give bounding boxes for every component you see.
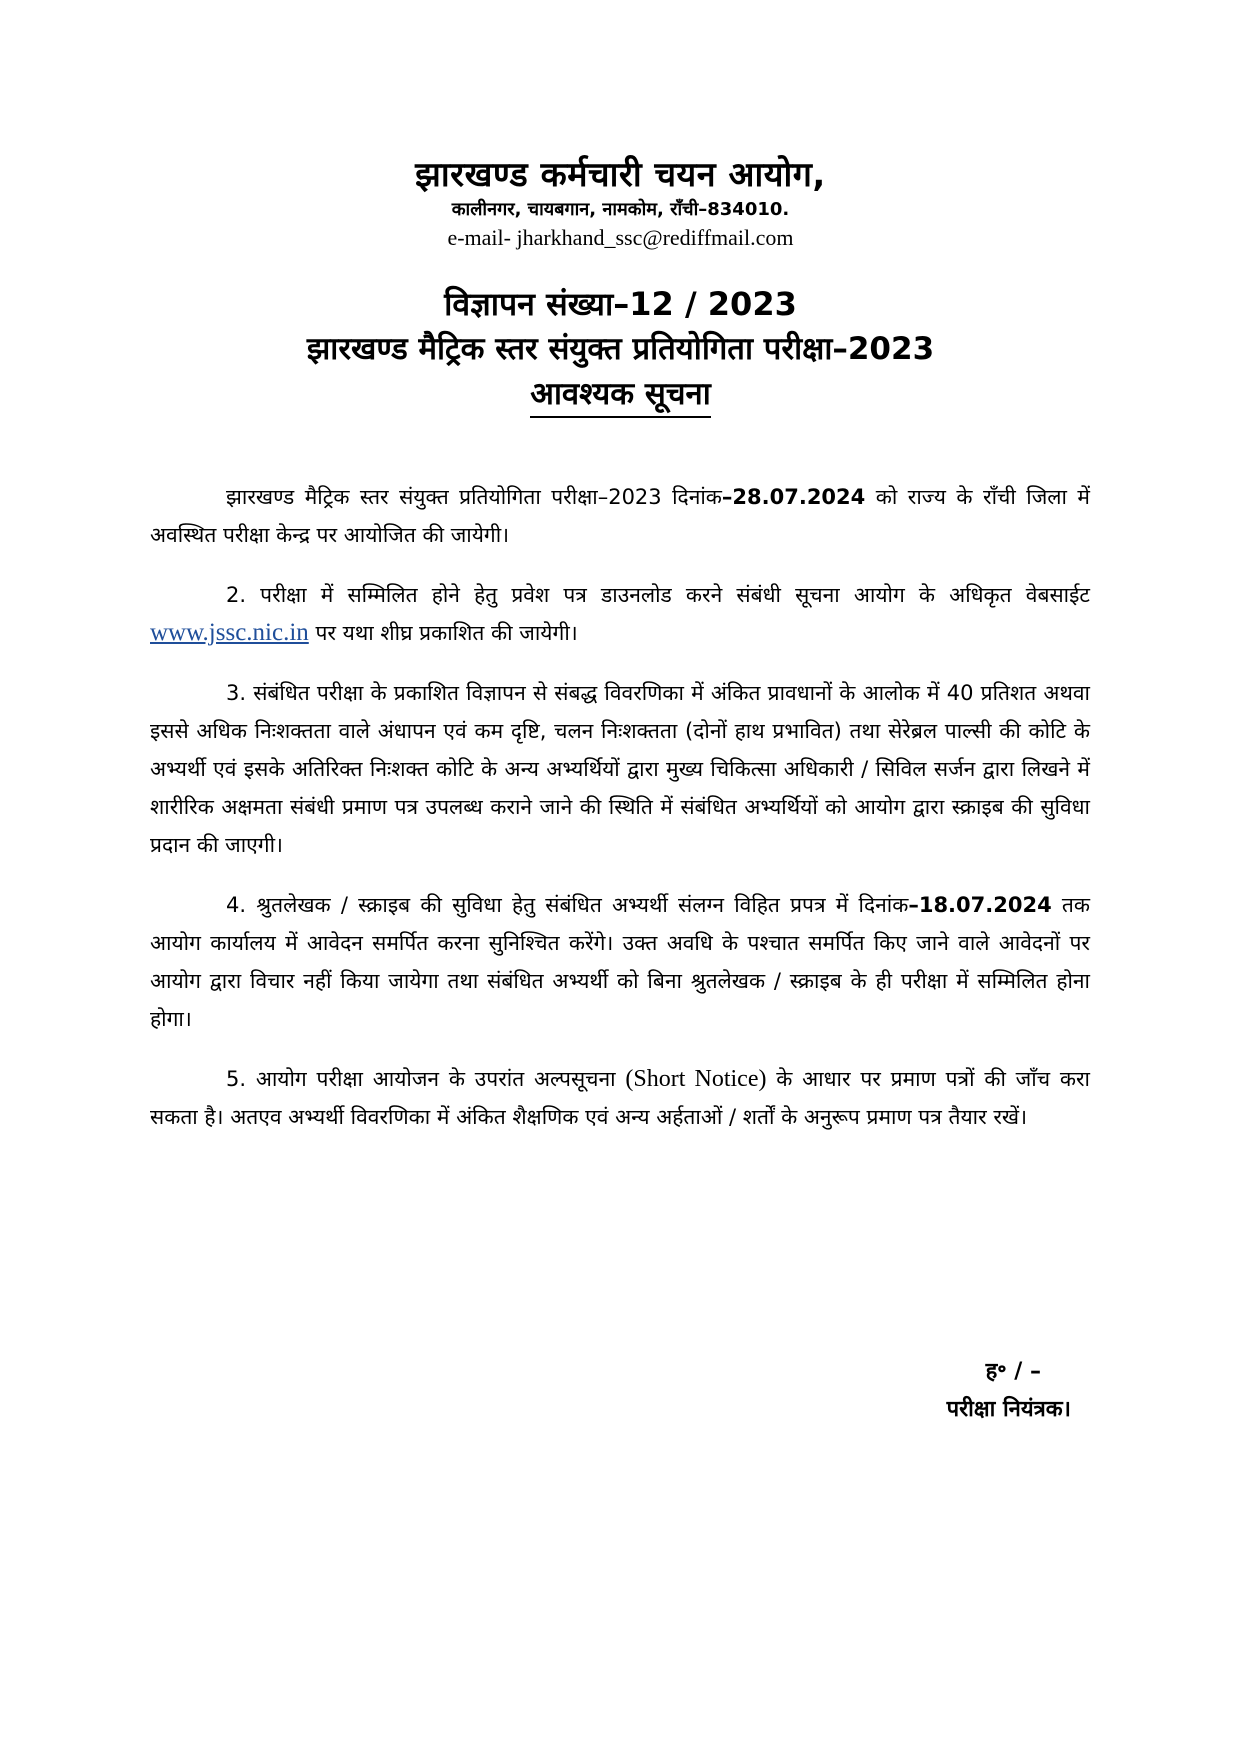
notice-title: आवश्यक सूचना: [530, 372, 711, 418]
paragraph-5-text: 5. आयोग परीक्षा आयोजन के उपरांत अल्पसूचना: [226, 1067, 626, 1091]
paragraph-5: [150, 1060, 1090, 1136]
paragraph-1-text-end: को राज्य के राँची जिला में अवस्थित परीक्षा केन्द्र पर आयोजित की जायेगी।: [150, 485, 1090, 547]
organization-address: कालीनगर, चायबगान, नामकोम, राँची–834010.: [451, 199, 790, 220]
notice-body: [150, 478, 1090, 1158]
exam-date: –28.07.2024: [721, 485, 866, 509]
paragraph-2-text-end: पर यथा शीघ्र प्रकाशित की जायेगी।: [308, 621, 578, 645]
paragraph-2-text: 2. परीक्षा में सम्मिलित होने हेतु प्रवेश पत्र डाउनलोड करने संबंधी सूचना आयोग के अधिकृत वेबसाईट: [226, 583, 1090, 607]
paragraph-1: [150, 478, 1090, 554]
paragraph-4: [150, 886, 1090, 1038]
website-link[interactable]: www.jssc.nic.in: [150, 619, 309, 646]
signatory-designation: परीक्षा नियंत्रक।: [946, 1397, 1071, 1422]
organization-name: झारखण्ड कर्मचारी चयन आयोग,: [415, 155, 826, 195]
scribe-deadline-date: –18.07.2024: [908, 893, 1052, 917]
notice-title-wrap: [0, 372, 1241, 418]
paragraph-3: 3. संबंधित परीक्षा के प्रकाशित विज्ञापन से संबद्ध विवरणिका में अंकित प्रावधानों के आलोक में 40 प्रतिशत अथवा इससे अधिक निःशक्तता वाले अंधापन एवं कम दृष्टि, चलन निःशक्तता (दोनों हाथ प्रभावित) तथा सेरेब्रल पाल्सी की कोटि के अभ्यर्थी एवं इसके अतिरिक्त निःशक्त कोटि के अन्य अभ्यर्थियों द्वारा मुख्य चिकित्सा अधिकारी / सिविल सर्जन द्वारा लिखने में शारीरिक अक्षमता संबंधी प्रमाण पत्र उपलब्ध कराने जाने की स्थिति में संबंधित अभ्यर्थियों को आयोग द्वारा स्क्राइब की सुविधा प्रदान की जाएगी।: [150, 681, 1090, 857]
exam-title: झारखण्ड मैट्रिक स्तर संयुक्त प्रतियोगिता परीक्षा–2023: [306, 331, 935, 367]
short-notice-term: (Short Notice): [625, 1066, 767, 1092]
paragraph-2: [150, 576, 1090, 652]
signature-block: [947, 1353, 1071, 1429]
paragraph-1-text: झारखण्ड मैट्रिक स्तर संयुक्त प्रतियोगिता परीक्षा–2023 दिनांक: [226, 485, 722, 509]
organization-email: e-mail- jharkhand_ssc@rediffmail.com: [447, 225, 794, 250]
paragraph-5-text-end: के आधार पर प्रमाण पत्रों की जाँच करा सकता है। अतएव अभ्यर्थी विवरणिका में अंकित शैक्षणिक एवं अन्य अर्हताओं / शर्तों के अनुरूप प्रमाण पत्र तैयार रखें।: [150, 1067, 1090, 1129]
advertisement-number: विज्ञापन संख्या–12 / 2023: [444, 285, 797, 323]
signature-mark: ह॰ / –: [985, 1359, 1041, 1384]
paragraph-4-text-end: तक आयोग कार्यालय में आवेदन समर्पित करना सुनिश्चित करेंगे। उक्त अवधि के पश्चात समर्पित किए जाने वाले आवेदनों पर आयोग द्वारा विचार नहीं किया जायेगा तथा संबंधित अभ्यर्थी को बिना श्रुतलेखक / स्क्राइब के ही परीक्षा में सम्मिलित होना होगा।: [150, 893, 1090, 1031]
paragraph-4-text: 4. श्रुतलेखक / स्क्राइब की सुविधा हेतु संबंधित अभ्यर्थी संलग्न विहित प्रपत्र में दिनांक: [226, 893, 909, 917]
